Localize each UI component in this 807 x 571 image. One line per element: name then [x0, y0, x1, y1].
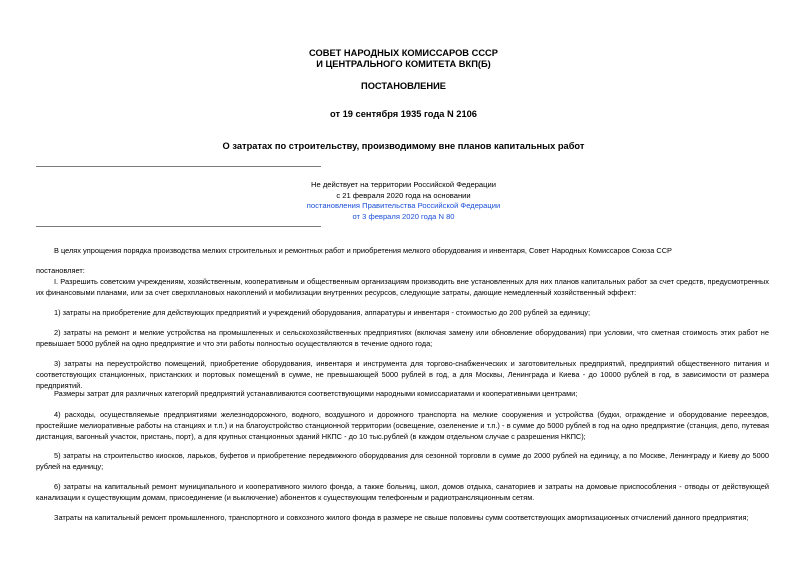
document-type: ПОСТАНОВЛЕНИЕ — [361, 81, 446, 91]
item-3-paragraph: 3) затраты на переустройство помещений, приобретение оборудования, инвентаря и инструмента для торгово-снабженческих и заготовительных предприятий, предприятий общественного питания и соответствующих станционных, пристанских и портовых помещений в сумме, не превышающей 5000 рублей в год, а для Москвы, Ленинграда и Киева - до 10000 рублей в год, в зависимости от размера предприятий. — [36, 359, 769, 390]
notice-line-1: Не действует на территории Российской Федерации — [311, 180, 496, 189]
document-title: О затратах по строительству, производимому вне планов капитальных работ — [222, 141, 585, 151]
divider-bottom — [36, 226, 321, 227]
issuer-line-2: И ЦЕНТРАЛЬНОГО КОМИТЕТА ВКП(Б) — [316, 59, 491, 69]
item-4-paragraph: 4) расходы, осуществляемые предприятиями железнодорожного, водного, воздушного и дорожного транспорта на мелкие сооружения и устройства (будки, ограждение и оборудование переездов, простейшие мелиоративные работы на станциях и т.п.) и на благоустройство станционной территории (освещение, озеленение и т.п.) - в сумме до 5000 рублей в год на одно предприятие (станция, депо, путевая дистанция, вагонный участок, пристань, порт), а для крупных станционных зданий НКПС - до 10 тыс.рублей (в каждом отдельном случае с разрешения НКПС); — [36, 410, 769, 441]
item-5-paragraph: 5) затраты на строительство киосков, ларьков, буфетов и приобретение передвижного оборудования для сезонной торговли в сумме до 2000 рублей на единицу, а по Москве, Ленинграду и Киеву до 5000 рублей на единицу; — [36, 451, 769, 471]
preamble-paragraph: В целях упрощения порядка производства мелких строительных и ремонтных работ и приобретения мелкого оборудования и инвентаря, Совет Народных Комиссаров Союза ССР — [54, 246, 672, 255]
item-i-paragraph: I. Разрешить советским учреждениям, хозяйственным, кооперативным и общественным организациям производить вне установленных для них планов капитальных работ за счет средств, предусмотренных их финансовыми планами, или за счет сверхплановых накоплений и мобилизации внутренних ресурсов, следующие затраты, дающие немедленный хозяйственный эффект: — [36, 277, 769, 297]
item-6-paragraph: 6) затраты на капитальный ремонт муниципального и кооперативного жилого фонда, а также больниц, школ, домов отдыха, санаториев и затраты на домовые приспособления - отводы от действующей канализации к существующим домам, присоединение (и выключение) абонентов к существующим телефонным и радиотрансляционным сетям. — [36, 482, 769, 502]
capital-repair-paragraph: Затраты на капитальный ремонт промышленного, транспортного и совхозного жилого фонда в размере не свыше половины сумм соответствующих амортизационных отчислений данного предприятия; — [54, 513, 749, 522]
divider-top — [36, 166, 321, 167]
item-2-paragraph: 2) затраты на ремонт и мелкие устройства на промышленных и сельскохозяйственных предприятиях (включая замену или обновление оборудования) при условии, что сметная стоимость этих работ не превышает 5000 рублей на одно предприятие и что эти работы полностью осуществляются в течение одного года; — [36, 328, 769, 348]
limits-paragraph: Размеры затрат для различных категорий предприятий устанавливаются соответствующими народными комиссариатами и кооперативными центрами; — [54, 389, 578, 398]
decrees-paragraph: постановляет: — [36, 266, 85, 275]
issuer-line-1: СОВЕТ НАРОДНЫХ КОМИССАРОВ СССР — [309, 48, 498, 58]
notice-link-line-1[interactable]: постановления Правительства Российской Федерации — [306, 201, 501, 210]
status-notice — [0, 180, 807, 222]
notice-link-line-2[interactable]: от 3 февраля 2020 года N 80 — [352, 211, 455, 221]
item-1-paragraph: 1) затраты на приобретение для действующих предприятий и учреждений оборудования, аппаратуры и инвентаря - стоимостью до 200 рублей за единицу; — [54, 308, 591, 317]
document-date-number: от 19 сентября 1935 года N 2106 — [330, 109, 477, 119]
notice-line-2: с 21 февраля 2020 года на основании — [336, 190, 471, 200]
